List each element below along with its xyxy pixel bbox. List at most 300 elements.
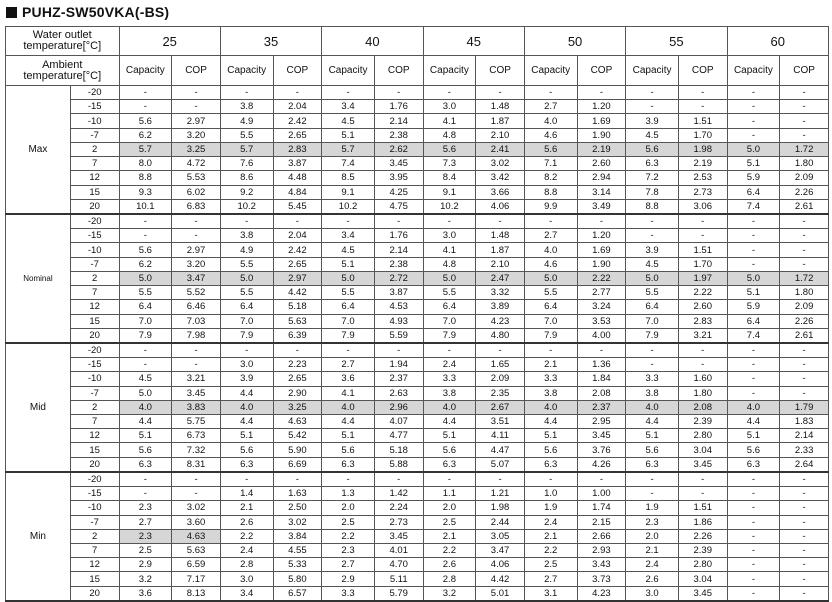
capacity-cell: 7.4: [727, 199, 780, 214]
capacity-cell: 7.4: [727, 328, 780, 343]
capacity-cell: 10.2: [423, 199, 476, 214]
cop-cell: 2.24: [374, 501, 423, 515]
capacity-cell: -: [727, 472, 780, 487]
cop-cell: 3.43: [577, 558, 626, 572]
capacity-cell: -: [626, 229, 679, 243]
cop-cell: 3.24: [577, 300, 626, 314]
ambient-temp: -20: [70, 472, 119, 487]
cop-cell: 2.94: [577, 171, 626, 185]
cop-cell: 4.77: [374, 429, 423, 443]
capacity-cell: 6.4: [423, 300, 476, 314]
capacity-cell: -: [119, 487, 172, 501]
table-row: [6, 286, 829, 300]
capacity-cell: -: [119, 472, 172, 487]
capacity-header: Capacity: [423, 56, 476, 86]
capacity-cell: 6.4: [727, 314, 780, 328]
cop-cell: 3.45: [374, 529, 423, 543]
capacity-header: Capacity: [220, 56, 273, 86]
cop-cell: -: [780, 257, 829, 271]
capacity-cell: 7.0: [119, 314, 172, 328]
temp-header-45: 45: [423, 27, 524, 56]
capacity-cell: 2.1: [423, 529, 476, 543]
cop-cell: 5.53: [172, 171, 221, 185]
capacity-cell: 5.0: [727, 142, 780, 156]
capacity-cell: 7.9: [524, 328, 577, 343]
cop-cell: -: [780, 214, 829, 229]
temp-header-40: 40: [322, 27, 423, 56]
capacity-cell: 3.3: [524, 372, 577, 386]
capacity-cell: 2.8: [423, 572, 476, 586]
capacity-cell: 2.3: [119, 529, 172, 543]
capacity-cell: 1.4: [220, 487, 273, 501]
ambient-temp: -15: [70, 100, 119, 114]
cop-cell: 2.67: [476, 400, 525, 414]
capacity-cell: 7.4: [322, 157, 375, 171]
capacity-cell: 4.9: [220, 243, 273, 257]
capacity-cell: 6.4: [119, 300, 172, 314]
capacity-cell: 10.1: [119, 199, 172, 214]
cop-cell: 4.63: [172, 529, 221, 543]
capacity-cell: 5.6: [626, 142, 679, 156]
ambient-temp: 15: [70, 185, 119, 199]
cop-cell: 2.39: [678, 415, 727, 429]
cop-cell: 5.07: [476, 457, 525, 472]
capacity-cell: 2.4: [626, 558, 679, 572]
cop-cell: 6.46: [172, 300, 221, 314]
table-row: [6, 142, 829, 156]
cop-cell: 3.49: [577, 199, 626, 214]
cop-cell: 2.65: [273, 128, 322, 142]
capacity-cell: 4.0: [524, 243, 577, 257]
cop-cell: 5.18: [273, 300, 322, 314]
capacity-cell: -: [727, 100, 780, 114]
cop-cell: 4.55: [273, 544, 322, 558]
capacity-cell: -: [322, 214, 375, 229]
temp-header-50: 50: [524, 27, 625, 56]
capacity-cell: 2.6: [626, 572, 679, 586]
cop-cell: 1.87: [476, 243, 525, 257]
cop-cell: 5.01: [476, 586, 525, 601]
capacity-cell: 5.1: [322, 257, 375, 271]
capacity-cell: 5.5: [220, 257, 273, 271]
cop-cell: 2.23: [273, 358, 322, 372]
capacity-cell: 7.0: [524, 314, 577, 328]
ambient-temp: -10: [70, 243, 119, 257]
cop-cell: -: [780, 586, 829, 601]
capacity-cell: 3.4: [220, 586, 273, 601]
capacity-cell: 4.5: [626, 128, 679, 142]
cop-cell: 1.80: [780, 157, 829, 171]
cop-cell: 5.75: [172, 415, 221, 429]
ambient-temp: 12: [70, 429, 119, 443]
capacity-cell: 2.5: [119, 544, 172, 558]
cop-cell: 1.70: [678, 128, 727, 142]
ambient-header: Ambient temperature[°C]: [6, 56, 120, 86]
ambient-temp: 7: [70, 544, 119, 558]
capacity-cell: 3.0: [220, 358, 273, 372]
capacity-cell: 7.3: [423, 157, 476, 171]
capacity-cell: -: [727, 572, 780, 586]
cop-cell: 3.53: [577, 314, 626, 328]
cop-cell: 2.93: [577, 544, 626, 558]
cop-cell: 1.72: [780, 271, 829, 285]
cop-cell: 2.38: [374, 257, 423, 271]
capacity-cell: 1.1: [423, 487, 476, 501]
cop-cell: 2.62: [374, 142, 423, 156]
capacity-cell: 6.4: [524, 300, 577, 314]
cop-cell: 4.06: [476, 199, 525, 214]
capacity-cell: 9.9: [524, 199, 577, 214]
cop-cell: 1.97: [678, 271, 727, 285]
capacity-cell: -: [322, 472, 375, 487]
capacity-cell: 4.0: [727, 400, 780, 414]
ambient-temp: 15: [70, 443, 119, 457]
cop-cell: -: [476, 214, 525, 229]
cop-cell: 5.52: [172, 286, 221, 300]
cop-cell: 2.65: [273, 372, 322, 386]
capacity-cell: 7.9: [322, 328, 375, 343]
table-row: [6, 343, 829, 358]
cop-cell: 1.90: [577, 257, 626, 271]
table-row: [6, 443, 829, 457]
capacity-cell: 4.6: [524, 128, 577, 142]
capacity-cell: 5.7: [220, 142, 273, 156]
capacity-cell: -: [626, 358, 679, 372]
cop-cell: 3.45: [577, 429, 626, 443]
capacity-cell: 5.0: [119, 271, 172, 285]
capacity-cell: -: [626, 472, 679, 487]
cop-cell: 4.25: [374, 185, 423, 199]
cop-cell: -: [678, 343, 727, 358]
cop-cell: 2.04: [273, 229, 322, 243]
capacity-cell: -: [423, 214, 476, 229]
capacity-cell: 4.0: [119, 400, 172, 414]
cop-cell: 2.97: [172, 243, 221, 257]
cop-cell: 4.53: [374, 300, 423, 314]
capacity-cell: 5.9: [727, 171, 780, 185]
cop-cell: -: [172, 214, 221, 229]
table-row: [6, 472, 829, 487]
table-row: [6, 372, 829, 386]
cop-header: COP: [678, 56, 727, 86]
cop-cell: 2.53: [678, 171, 727, 185]
capacity-cell: -: [524, 472, 577, 487]
capacity-cell: 6.3: [423, 457, 476, 472]
capacity-cell: 5.0: [322, 271, 375, 285]
cop-cell: 4.11: [476, 429, 525, 443]
cop-cell: 7.03: [172, 314, 221, 328]
cop-cell: 2.50: [273, 501, 322, 515]
cop-cell: -: [780, 86, 829, 100]
cop-cell: 5.42: [273, 429, 322, 443]
capacity-cell: 2.3: [626, 515, 679, 529]
cop-cell: 4.06: [476, 558, 525, 572]
mode-label: Mid: [6, 343, 71, 472]
cop-cell: 2.08: [577, 386, 626, 400]
capacity-cell: 8.6: [220, 171, 273, 185]
capacity-header: Capacity: [626, 56, 679, 86]
cop-cell: -: [678, 86, 727, 100]
cop-cell: -: [273, 86, 322, 100]
capacity-cell: 5.6: [322, 443, 375, 457]
cop-cell: 4.75: [374, 199, 423, 214]
temp-header-55: 55: [626, 27, 727, 56]
ambient-temp: -15: [70, 358, 119, 372]
cop-cell: 2.39: [678, 544, 727, 558]
capacity-cell: -: [220, 86, 273, 100]
temp-header-60: 60: [727, 27, 828, 56]
capacity-cell: -: [119, 358, 172, 372]
capacity-cell: 2.2: [524, 544, 577, 558]
capacity-cell: 7.2: [626, 171, 679, 185]
cop-cell: -: [172, 472, 221, 487]
ambient-temp: -10: [70, 372, 119, 386]
cop-cell: 2.61: [780, 328, 829, 343]
cop-cell: -: [780, 501, 829, 515]
cop-cell: 2.09: [780, 300, 829, 314]
cop-cell: 4.00: [577, 328, 626, 343]
capacity-cell: 2.4: [220, 544, 273, 558]
capacity-cell: -: [119, 214, 172, 229]
capacity-cell: 2.6: [220, 515, 273, 529]
capacity-cell: 6.4: [322, 300, 375, 314]
capacity-cell: 4.4: [626, 415, 679, 429]
cop-cell: 1.80: [678, 386, 727, 400]
capacity-cell: 2.8: [220, 558, 273, 572]
capacity-cell: 5.6: [524, 443, 577, 457]
cop-cell: 3.02: [476, 157, 525, 171]
cop-cell: -: [577, 472, 626, 487]
cop-cell: 1.94: [374, 358, 423, 372]
ambient-temp: 7: [70, 415, 119, 429]
cop-cell: 3.42: [476, 171, 525, 185]
ambient-temp: -15: [70, 487, 119, 501]
cop-cell: 2.73: [374, 515, 423, 529]
capacity-cell: 7.0: [626, 314, 679, 328]
capacity-cell: 4.4: [220, 415, 273, 429]
capacity-cell: 2.4: [423, 358, 476, 372]
capacity-cell: 2.1: [524, 358, 577, 372]
capacity-cell: 7.0: [423, 314, 476, 328]
capacity-cell: 3.6: [322, 372, 375, 386]
capacity-cell: -: [727, 86, 780, 100]
capacity-cell: 6.3: [626, 157, 679, 171]
cop-cell: 1.48: [476, 100, 525, 114]
temp-header-35: 35: [220, 27, 321, 56]
capacity-cell: 5.5: [423, 286, 476, 300]
capacity-cell: -: [727, 372, 780, 386]
capacity-cell: -: [423, 472, 476, 487]
capacity-cell: 5.0: [727, 271, 780, 285]
capacity-cell: 4.4: [423, 415, 476, 429]
cop-cell: 2.80: [678, 429, 727, 443]
capacity-cell: -: [220, 472, 273, 487]
capacity-cell: 2.4: [524, 515, 577, 529]
cop-cell: -: [780, 487, 829, 501]
cop-cell: -: [780, 544, 829, 558]
cop-cell: 2.96: [374, 400, 423, 414]
ambient-temp: 20: [70, 586, 119, 601]
cop-cell: -: [172, 343, 221, 358]
ambient-temp: -20: [70, 343, 119, 358]
capacity-cell: 8.4: [423, 171, 476, 185]
cop-cell: -: [678, 358, 727, 372]
capacity-header: Capacity: [727, 56, 780, 86]
capacity-cell: -: [727, 343, 780, 358]
cop-cell: 4.70: [374, 558, 423, 572]
cop-cell: 2.37: [374, 372, 423, 386]
capacity-cell: 9.1: [423, 185, 476, 199]
capacity-cell: 5.5: [119, 286, 172, 300]
capacity-cell: 3.8: [423, 386, 476, 400]
capacity-cell: -: [626, 343, 679, 358]
table-row: [6, 229, 829, 243]
cop-cell: 1.98: [678, 142, 727, 156]
cop-cell: 2.90: [273, 386, 322, 400]
cop-cell: 3.45: [678, 586, 727, 601]
capacity-cell: 4.4: [524, 415, 577, 429]
cop-cell: 2.14: [780, 429, 829, 443]
cop-cell: 6.73: [172, 429, 221, 443]
cop-cell: 5.79: [374, 586, 423, 601]
capacity-cell: 7.0: [322, 314, 375, 328]
cop-cell: 2.22: [577, 271, 626, 285]
capacity-cell: 1.9: [524, 501, 577, 515]
cop-cell: 4.93: [374, 314, 423, 328]
capacity-cell: 5.5: [220, 286, 273, 300]
cop-cell: 3.06: [678, 199, 727, 214]
capacity-cell: 5.1: [524, 429, 577, 443]
capacity-cell: 8.0: [119, 157, 172, 171]
cop-cell: 2.33: [780, 443, 829, 457]
table-row: [6, 314, 829, 328]
table-row: [6, 400, 829, 414]
cop-cell: 2.38: [374, 128, 423, 142]
square-bullet-icon: [6, 7, 17, 18]
performance-table: [5, 26, 829, 602]
cop-cell: 2.26: [678, 529, 727, 543]
capacity-cell: 5.1: [727, 286, 780, 300]
capacity-cell: 7.9: [220, 328, 273, 343]
cop-cell: 1.20: [577, 100, 626, 114]
cop-cell: 4.72: [172, 157, 221, 171]
cop-cell: 5.18: [374, 443, 423, 457]
cop-cell: -: [780, 243, 829, 257]
capacity-cell: 3.8: [626, 386, 679, 400]
capacity-cell: 3.4: [322, 229, 375, 243]
capacity-cell: -: [524, 343, 577, 358]
cop-cell: 2.26: [780, 314, 829, 328]
capacity-cell: 2.0: [322, 501, 375, 515]
capacity-cell: 2.9: [322, 572, 375, 586]
capacity-cell: 4.4: [220, 386, 273, 400]
cop-cell: 1.51: [678, 501, 727, 515]
cop-cell: 4.63: [273, 415, 322, 429]
capacity-cell: 2.7: [524, 100, 577, 114]
capacity-cell: 6.3: [322, 457, 375, 472]
capacity-cell: 5.6: [626, 443, 679, 457]
capacity-cell: 6.2: [119, 128, 172, 142]
table-title: [6, 2, 169, 22]
cop-cell: 8.13: [172, 586, 221, 601]
capacity-cell: 2.3: [322, 544, 375, 558]
capacity-cell: 8.8: [626, 199, 679, 214]
cop-header: COP: [172, 56, 221, 86]
capacity-cell: 10.2: [322, 199, 375, 214]
capacity-cell: 6.3: [524, 457, 577, 472]
cop-cell: 5.90: [273, 443, 322, 457]
cop-cell: -: [577, 214, 626, 229]
capacity-cell: 2.0: [423, 501, 476, 515]
cop-cell: 5.80: [273, 572, 322, 586]
capacity-cell: -: [727, 243, 780, 257]
capacity-cell: -: [322, 343, 375, 358]
model-name: PUHZ-SW50VKA(-BS): [22, 4, 170, 20]
table-row: [6, 544, 829, 558]
capacity-cell: 6.3: [727, 457, 780, 472]
capacity-cell: 2.7: [524, 572, 577, 586]
cop-cell: -: [374, 86, 423, 100]
cop-cell: 2.73: [678, 185, 727, 199]
cop-cell: 3.87: [374, 286, 423, 300]
table-row: [6, 86, 829, 100]
table-row: [6, 529, 829, 543]
capacity-cell: 9.2: [220, 185, 273, 199]
capacity-header: Capacity: [524, 56, 577, 86]
capacity-cell: 5.5: [322, 286, 375, 300]
cop-cell: 2.44: [476, 515, 525, 529]
capacity-cell: 4.4: [119, 415, 172, 429]
ambient-temp: 7: [70, 157, 119, 171]
capacity-cell: 5.1: [727, 429, 780, 443]
capacity-cell: 2.1: [524, 529, 577, 543]
cop-cell: 2.09: [780, 171, 829, 185]
cop-cell: 5.63: [273, 314, 322, 328]
capacity-cell: 4.0: [626, 400, 679, 414]
ambient-temp: 20: [70, 199, 119, 214]
capacity-cell: -: [727, 358, 780, 372]
ambient-temp: 12: [70, 171, 119, 185]
capacity-cell: 5.6: [423, 443, 476, 457]
table-row: [6, 558, 829, 572]
cop-header: COP: [577, 56, 626, 86]
ambient-temp: -7: [70, 515, 119, 529]
capacity-cell: 5.6: [423, 142, 476, 156]
capacity-cell: 5.5: [626, 286, 679, 300]
ambient-temp: -10: [70, 501, 119, 515]
cop-cell: 6.39: [273, 328, 322, 343]
cop-cell: 2.60: [577, 157, 626, 171]
ambient-temp: 20: [70, 328, 119, 343]
ambient-temp: -7: [70, 257, 119, 271]
cop-cell: 3.32: [476, 286, 525, 300]
capacity-cell: 5.0: [119, 386, 172, 400]
temp-header-25: 25: [119, 27, 220, 56]
capacity-cell: 4.4: [727, 415, 780, 429]
capacity-cell: 5.5: [220, 128, 273, 142]
cop-cell: 2.61: [780, 199, 829, 214]
cop-cell: 1.74: [577, 501, 626, 515]
capacity-cell: 4.9: [220, 114, 273, 128]
capacity-cell: 3.2: [423, 586, 476, 601]
capacity-cell: 5.0: [423, 271, 476, 285]
capacity-cell: 5.0: [220, 271, 273, 285]
capacity-cell: 4.0: [220, 400, 273, 414]
capacity-cell: -: [626, 214, 679, 229]
cop-cell: 2.97: [172, 114, 221, 128]
cop-cell: -: [780, 128, 829, 142]
table-row: [6, 457, 829, 472]
